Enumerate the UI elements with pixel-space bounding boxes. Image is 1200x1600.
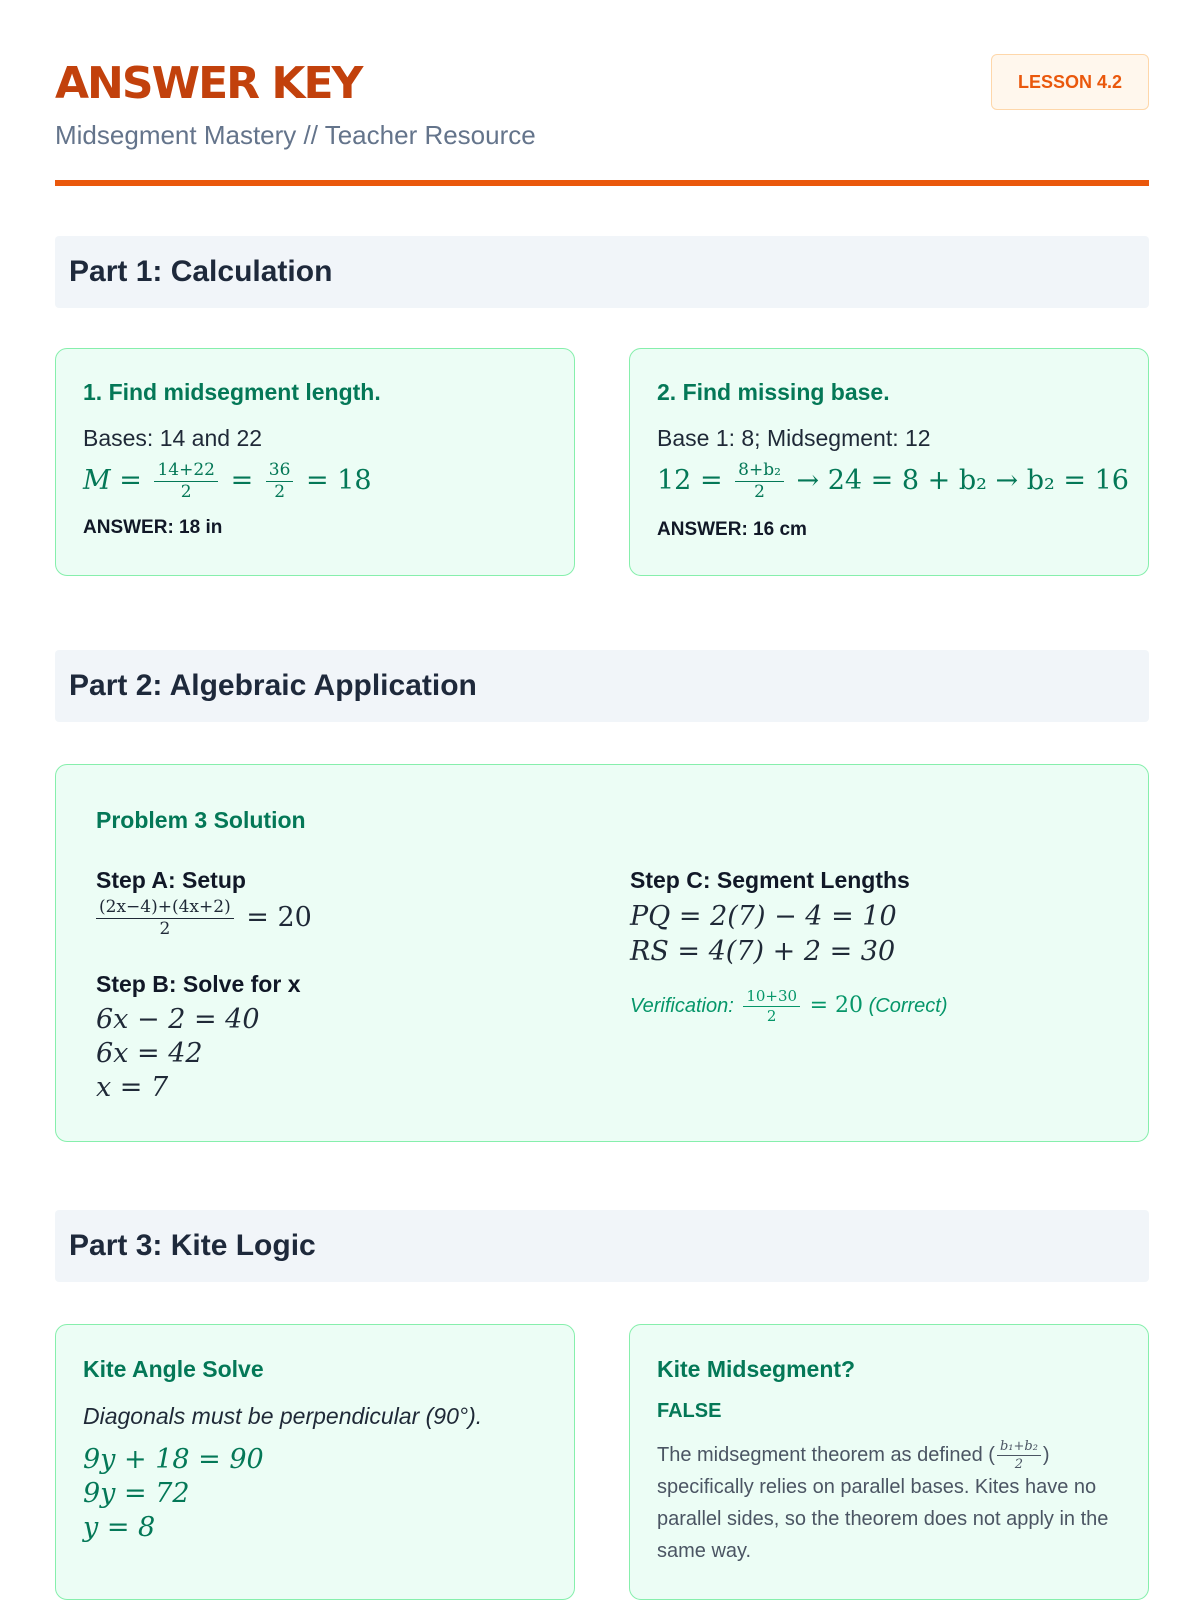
section-heading-part3: Part 3: Kite Logic bbox=[55, 1210, 1149, 1282]
problem-card-2 bbox=[629, 348, 1149, 576]
fraction: $\frac{\text{b₁+b₂}}{2}$ bbox=[997, 1440, 1041, 1471]
equation-line: 9y = 72 bbox=[83, 1478, 190, 1509]
fraction: $\frac{\text{8+b₂}}{2}$ bbox=[735, 462, 784, 501]
step-c-heading: Step C: Segment Lengths bbox=[630, 867, 910, 893]
verdict-label: FALSE bbox=[657, 1400, 722, 1422]
lesson-badge: LESSON 4.2 bbox=[991, 54, 1149, 110]
section-heading-part1: Part 1: Calculation bbox=[55, 236, 1149, 308]
page-subtitle: Midsegment Mastery // Teacher Resource bbox=[55, 120, 536, 150]
solution-equation: M = $\frac{14+22}{2}$ = $\frac{36}{2}$ = 18 bbox=[83, 460, 372, 502]
step-b-heading: Step B: Solve for x bbox=[96, 971, 301, 997]
page-title: ANSWER KEY bbox=[55, 58, 362, 109]
step-a-heading: Step A: Setup bbox=[96, 867, 246, 893]
equation-line: 6x = 42 bbox=[96, 1038, 203, 1069]
step-a-equation: $\frac{(2x-4)+(4x+2)}{2}$ = 20 bbox=[96, 899, 312, 938]
kite-note: Diagonals must be perpendicular (90°). bbox=[83, 1403, 483, 1429]
page-header bbox=[55, 58, 1149, 151]
step-b-lines bbox=[96, 1003, 260, 1105]
given-values: Bases: 14 and 22 bbox=[83, 425, 263, 451]
section-heading-part2: Part 2: Algebraic Application bbox=[55, 650, 1149, 722]
kite-midsegment-card bbox=[629, 1324, 1149, 1600]
kite-explanation: The midsegment theorem as defined ( $\frac{\text{b₁+b₂}}{2}$ ) specifically relies on parallel bases. Kites have no parallel sides, so the theorem does not apply in the same way. bbox=[657, 1439, 1109, 1563]
problem-3-card bbox=[55, 764, 1149, 1142]
answer-text: ANSWER: 16 cm bbox=[657, 519, 807, 540]
card-title: Kite Angle Solve bbox=[83, 1356, 264, 1382]
equation-line: PQ = 2(7) − 4 = 10 bbox=[630, 901, 897, 932]
equation-line: y = 8 bbox=[83, 1512, 156, 1543]
eq-rhs: = 18 bbox=[306, 465, 372, 496]
equation-line: 6x − 2 = 40 bbox=[96, 1004, 260, 1035]
card-title: 1. Find midsegment length. bbox=[83, 379, 381, 405]
card-title: Kite Midsegment? bbox=[657, 1356, 856, 1382]
eq-lhs: 12 = bbox=[657, 465, 723, 496]
problem-card-1 bbox=[55, 348, 575, 576]
equation-line: RS = 4(7) + 2 = 30 bbox=[630, 936, 896, 967]
fraction: $\frac{36}{2}$ bbox=[266, 462, 294, 501]
solution-equation bbox=[657, 462, 1129, 501]
fraction: $\frac{14+22}{2}$ bbox=[154, 462, 218, 501]
card-title: 2. Find missing base. bbox=[657, 379, 890, 405]
equation-line: 9y + 18 = 90 bbox=[83, 1444, 264, 1475]
verification-line: Verification: $\frac{10+30}{2}$ = 20 (Correct) bbox=[630, 987, 948, 1025]
kite-equations bbox=[83, 1443, 264, 1545]
given-values: Base 1: 8; Midsegment: 12 bbox=[657, 425, 931, 451]
card-title: Problem 3 Solution bbox=[96, 807, 306, 833]
kite-angle-card bbox=[55, 1324, 575, 1600]
fraction: $\frac{10+30}{2}$ bbox=[743, 989, 800, 1024]
step-c-lines bbox=[630, 899, 897, 969]
equation-line: x = 7 bbox=[96, 1072, 169, 1103]
fraction: $\frac{(2x-4)+(4x+2)}{2}$ bbox=[96, 899, 234, 938]
answer-text: ANSWER: 18 in bbox=[83, 517, 223, 538]
eq-rhs: → 24 = 8 + b₂ → b₂ = 16 bbox=[796, 465, 1129, 496]
eq-lhs: M = bbox=[83, 465, 142, 496]
header-divider bbox=[55, 180, 1149, 186]
